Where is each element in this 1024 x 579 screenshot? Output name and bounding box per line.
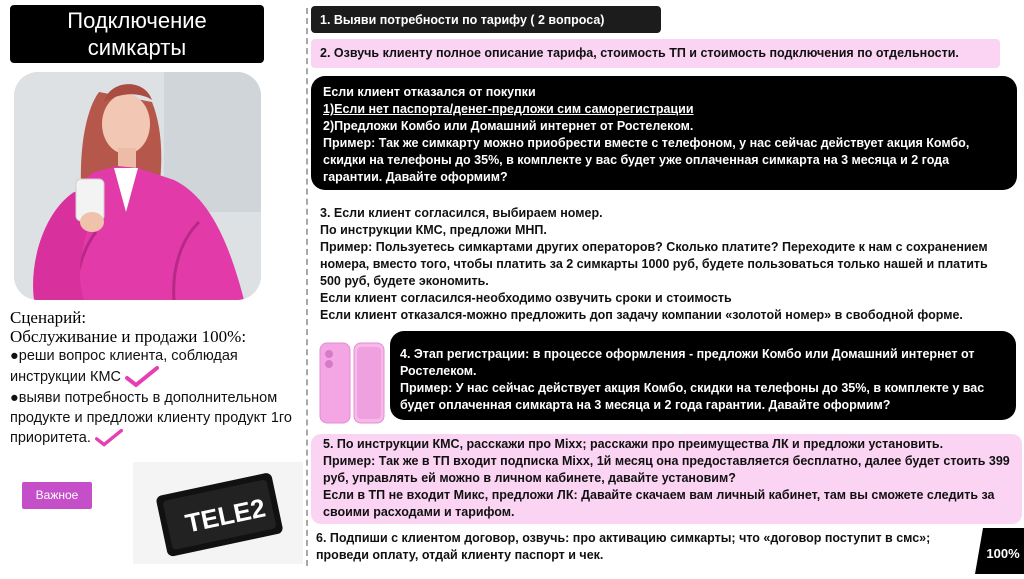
photo-illustration xyxy=(14,72,261,300)
badge-icon xyxy=(975,528,1024,574)
step-6-text: 6. Подпиши с клиентом договор, озвучь: про активацию симкарты; что «договор поступит в смс»; проведи оплату, отдай клиенту паспорт и чек. xyxy=(316,531,931,562)
step-6-block xyxy=(316,530,968,564)
step-3-line-2: По инструкции КМС, предложи МНП. xyxy=(320,223,547,237)
step-5-line-3: Если в ТП не входит Микс, предложи ЛК: Давайте скачаем вам личный кабинет, там вы сможете следить за своими расходами и тарифом. xyxy=(323,488,995,519)
badge-text: 100% xyxy=(986,546,1020,561)
checkmark-icon xyxy=(95,428,123,448)
title-line-2: симкарты xyxy=(87,35,187,60)
step-5-line-2: Пример: Так же в ТП входит подписка Mixx, 1й месяц она предоставляется бесплатно, далее будет стоить 399 руб, управлять ей можно в личном кабинете, давайте установим? xyxy=(323,454,1010,485)
step-3-line-4: Если клиент согласился-необходимо озвучить сроки и стоимость xyxy=(320,291,732,305)
checkmark-icon xyxy=(125,366,159,388)
title-line-1: Подключение xyxy=(67,8,207,33)
scenario-bullet-1-text: ●реши вопрос клиента, соблюдая инструкции КМС xyxy=(10,348,238,385)
100-percent-badge xyxy=(975,528,1024,574)
step-1-box xyxy=(311,6,661,33)
step-4-box xyxy=(390,331,1016,420)
step-4-line-2: Пример: У нас сейчас действует акция Комбо, скидки на телефоны до 35%, в комплекте у вас будет оплаченная симкарта на 3 месяца и 2 года гарантии. Давайте оформим? xyxy=(400,381,985,412)
scenario-heading: Сценарий: xyxy=(10,308,87,327)
scenario-bullet-2 xyxy=(10,388,305,448)
woman-with-phone-photo xyxy=(14,72,261,300)
step-2-box xyxy=(311,39,1000,68)
sim-card-illustration xyxy=(133,462,303,564)
step-5-box xyxy=(311,434,1022,524)
page-title xyxy=(10,5,264,63)
step-3-line-3: Пример: Пользуетесь симкартами других операторов? Сколько платите? Переходите к нам с сохранением номера, вместо того, чтобы платить за 2 симкарты 1000 руб, будете пользоваться только нашей и платить 500 руб, будете экономить. xyxy=(320,240,988,288)
scenario-block xyxy=(10,308,305,448)
step-2-text: 2. Озвучь клиенту полное описание тарифа, стоимость ТП и стоимость подключения по отдельности. xyxy=(320,46,959,60)
scenario-subheading: Обслуживание и продажи 100%: xyxy=(10,327,247,346)
refusal-line-4: Пример: Так же симкарту можно приобрести вместе с телефоном, у нас сейчас действует акция Комбо, скидки на телефоны до 35%, в комплекте у вас будет уже оплаченная симкарта на 3 месяца и 2 года гарантии. Давайте оформим? xyxy=(323,136,970,184)
refusal-box xyxy=(311,76,1017,190)
phone-illustration xyxy=(318,341,386,426)
pink-phone-image xyxy=(318,341,386,426)
step-3-block xyxy=(320,205,1010,324)
step-1-text: 1. Выяви потребности по тарифу ( 2 вопроса) xyxy=(320,13,605,27)
refusal-line-3: 2)Предложи Комбо или Домашний интернет от Ростелеком. xyxy=(323,119,694,133)
important-button[interactable]: Важное xyxy=(22,482,92,509)
scenario-bullet-1 xyxy=(10,346,305,388)
step-3-line-1: 3. Если клиент согласился, выбираем номер. xyxy=(320,206,603,220)
step-5-line-1: 5. По инструкции КМС, расскажи про Mixx; расскажи про преимущества ЛК и предложи установить. xyxy=(323,437,944,451)
vertical-divider xyxy=(306,8,308,566)
sim-card-logo-text: TELE2 xyxy=(182,492,268,539)
refusal-line-2: 1)Если нет паспорта/денег-предложи сим саморегистрации xyxy=(323,102,694,116)
step-3-line-5: Если клиент отказался-можно предложить доп задачу компании «золотой номер» в свободной форме. xyxy=(320,308,963,322)
refusal-line-1: Если клиент отказался от покупки xyxy=(323,85,536,99)
sim-card-image xyxy=(133,462,303,564)
scenario-bullet-2-text: ●выяви потребность в дополнительном продукте и предложи клиенту продукт 1го приоритета. xyxy=(10,390,292,446)
step-4-line-1: 4. Этап регистрации: в процессе оформления - предложи Комбо или Домашний интернет от Ростелеком. xyxy=(400,347,975,378)
